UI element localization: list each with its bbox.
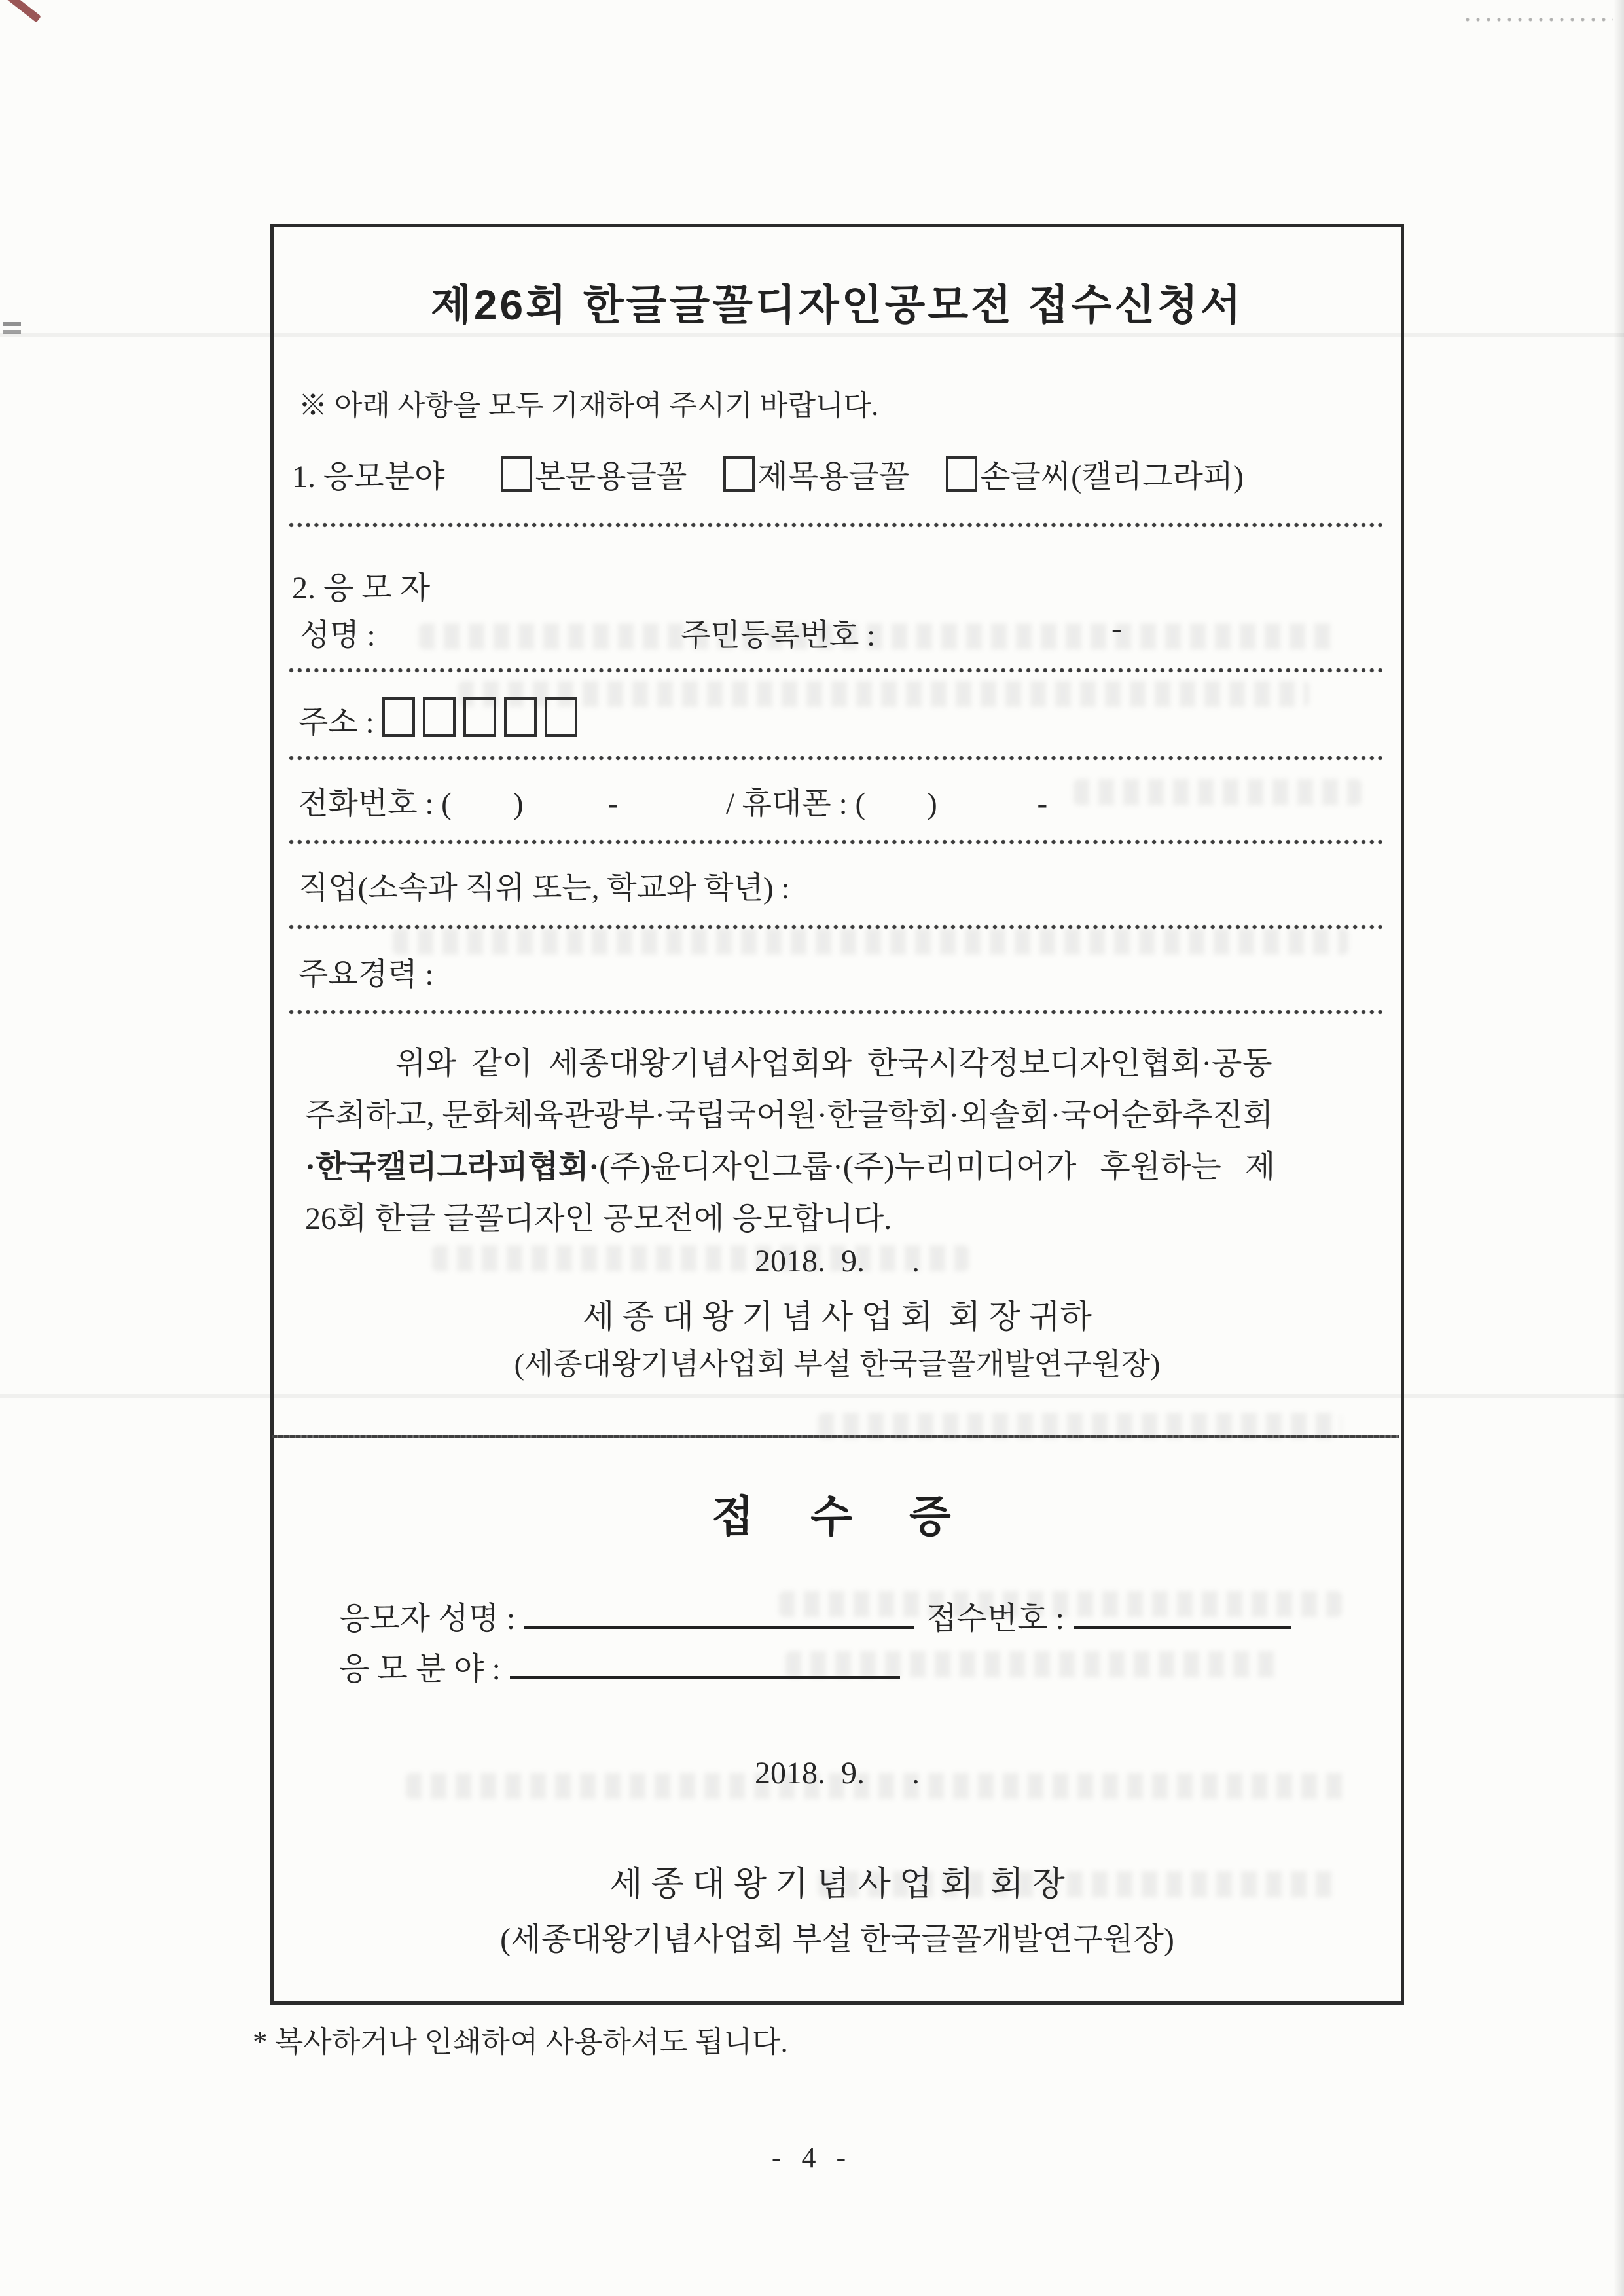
instruction-note: ※ 아래 사항을 모두 기재하여 주시기 바랍니다. <box>298 390 879 422</box>
address-label: 주소 : <box>298 706 374 740</box>
occupation-row: 직업(소속과 직위 또는, 학교와 학년) : <box>298 871 790 905</box>
declaration-line: 26회 한글 글꼴디자인 공모전에 응모합니다. <box>305 1201 892 1236</box>
declaration-line: 주최하고, 문화체육관광부·국립국어원·한글학회·외솔회·국어순화추진회 <box>305 1098 1273 1133</box>
receipt-signer: 세 종 대 왕 기 념 사 업 회 회 장 <box>609 1866 1065 1903</box>
postal-box <box>382 697 415 737</box>
receipt-name-row <box>339 1593 1291 1638</box>
checkbox-icon <box>946 456 977 492</box>
receipt-category-label: 응 모 분 야 : <box>339 1652 501 1686</box>
category-section <box>292 451 1280 496</box>
addressee-line: 세 종 대 왕 기 념 사 업 회 회 장 귀하 <box>583 1298 1092 1335</box>
declaration-line: 위와 같이 세종대왕기념사업회와 한국시각정보디자인협회·공동 <box>395 1046 1272 1081</box>
checkbox-icon <box>723 456 755 492</box>
category-option-title-font <box>723 451 909 496</box>
category-option-body-font <box>501 451 687 496</box>
receipt-name-label: 응모자 성명 : <box>339 1601 516 1636</box>
rrn-dash: - <box>1111 611 1122 646</box>
form-title: 제26회 한글글꼴디자인공모전 접수신청서 <box>431 282 1244 329</box>
declaration-paragraph <box>305 1038 1386 1245</box>
category-label: 1. 응모분야 <box>292 460 445 494</box>
applicant-section-label: 2. 응 모 자 <box>292 571 431 606</box>
postal-box <box>545 697 577 737</box>
phone-row: 전화번호 : ( ) - / 휴대폰 : ( ) - <box>298 787 1048 821</box>
name-label: 성명 : <box>300 619 376 653</box>
dotted-separator <box>288 924 1382 930</box>
receipt-signer-subline: (세종대왕기념사업회 부설 한국글꼴개발연구원장) <box>500 1922 1174 1957</box>
receipt-date: 2018. 9. . <box>755 1756 920 1791</box>
category-option-label: 본문용글꼴 <box>535 460 687 494</box>
category-option-label: 제목용글꼴 <box>757 460 910 494</box>
form-border-box <box>270 224 1404 2005</box>
dotted-separator <box>288 667 1382 674</box>
form-date: 2018. 9. . <box>755 1244 920 1279</box>
copy-permission-note: * 복사하거나 인쇄하여 사용하셔도 됩니다. <box>253 2026 788 2058</box>
career-row: 주요경력 : <box>298 958 434 992</box>
receipt-number-label: 접수번호 : <box>926 1601 1064 1636</box>
declaration-segment: (주)윤디자인그룹·(주)누리미디어가 후원하는 제 <box>599 1150 1276 1184</box>
blank-underline <box>524 1626 914 1629</box>
dotted-separator <box>288 755 1382 761</box>
page-number: - 4 - <box>771 2141 853 2174</box>
postal-box <box>423 697 456 737</box>
addressee-subline: (세종대왕기념사업회 부설 한국글꼴개발연구원장) <box>514 1347 1161 1381</box>
dotted-separator <box>288 522 1382 528</box>
blank-underline <box>1074 1626 1291 1629</box>
category-option-calligraphy <box>946 451 1244 496</box>
postal-box <box>463 697 496 737</box>
scan-edge-mark <box>3 322 21 326</box>
rrn-label: 주민등록번호 : <box>681 619 876 653</box>
receipt-title: 접 수 증 <box>712 1493 963 1541</box>
receipt-category-row <box>339 1643 900 1688</box>
address-row <box>298 693 577 742</box>
postal-box <box>504 697 537 737</box>
dotted-separator <box>288 1009 1382 1015</box>
declaration-line <box>305 1141 1386 1193</box>
category-option-label: 손글씨(캘리그라피) <box>980 460 1244 494</box>
section-divider <box>272 1435 1399 1438</box>
scan-dust-dots <box>1465 17 1613 22</box>
declaration-bold-segment: ·한국캘리그라피협회· <box>305 1150 600 1184</box>
page-edge-shadow <box>1614 0 1624 2296</box>
dotted-separator <box>288 839 1382 845</box>
scan-pen-mark <box>3 0 41 22</box>
blank-underline <box>510 1676 900 1679</box>
checkbox-icon <box>501 456 532 492</box>
